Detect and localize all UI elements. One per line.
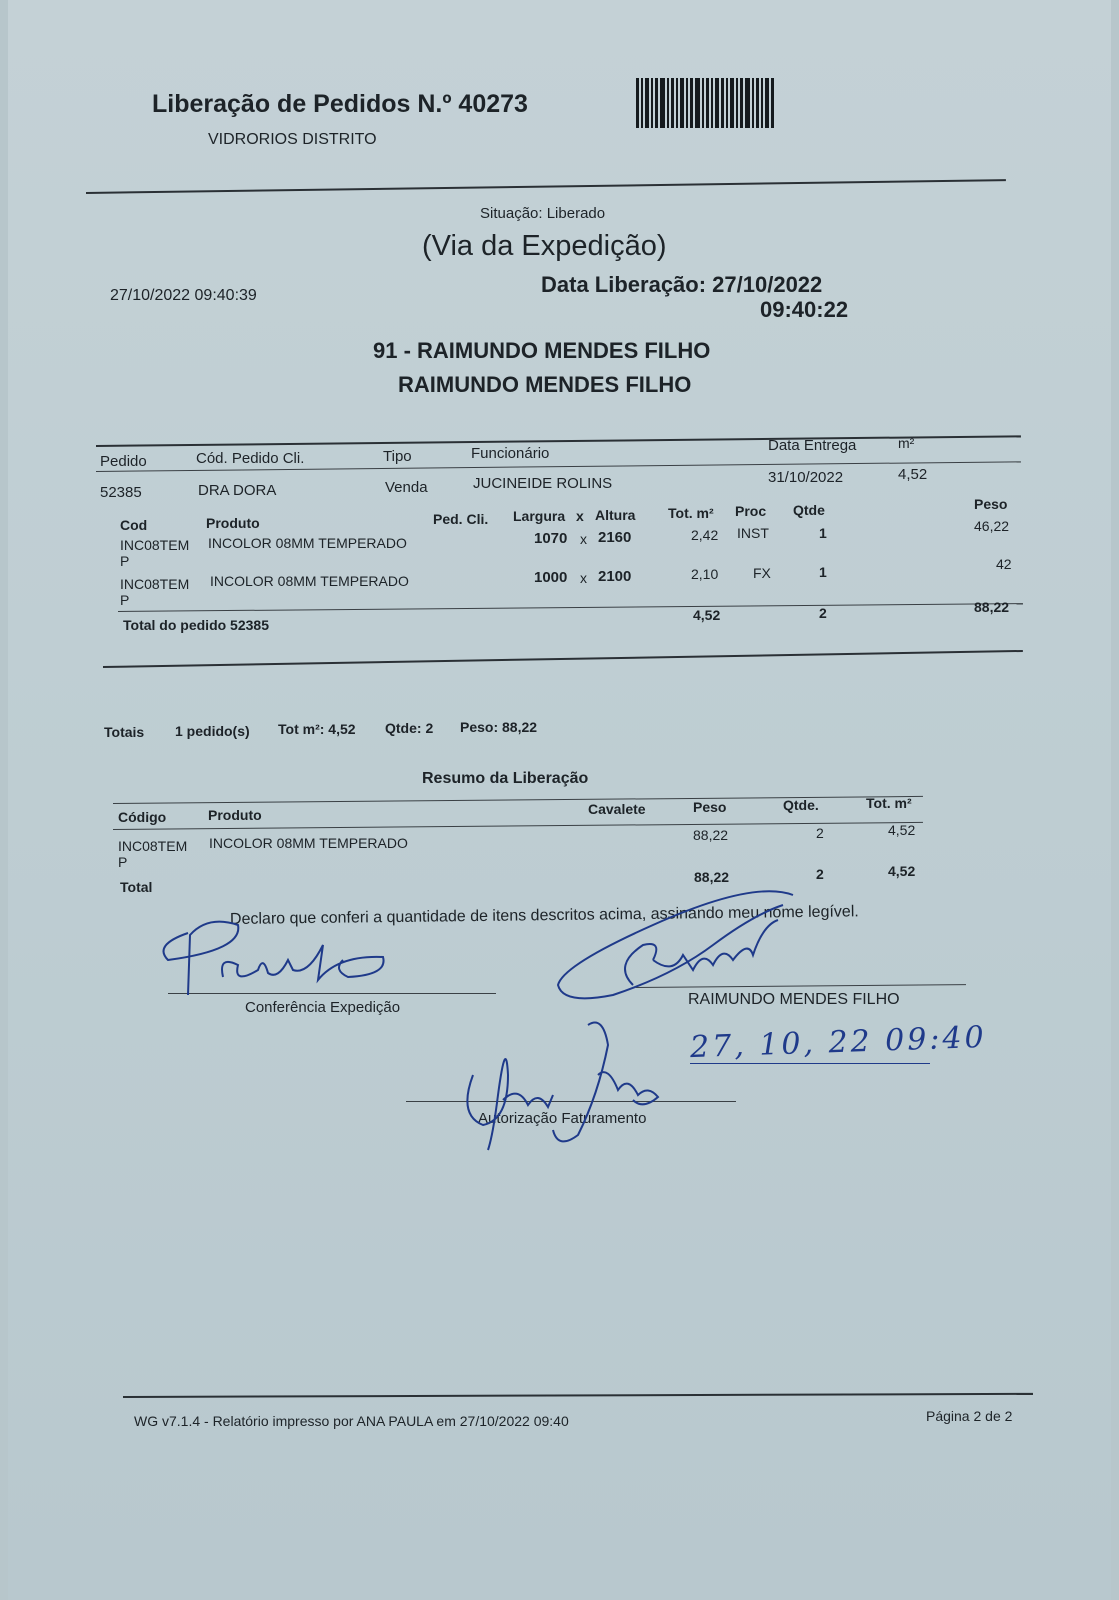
order-total-qtde: 2: [819, 605, 827, 621]
item-row-2-cod: INC08TEM: [120, 576, 190, 592]
footer-divider: [123, 1393, 1033, 1398]
order-delivery-date: 31/10/2022: [768, 469, 844, 486]
item-row-1-qtde: 1: [819, 525, 827, 541]
col-funcionario: Funcionário: [471, 445, 550, 462]
order-client-code: DRA DORA: [198, 482, 277, 499]
item-row-1-produto: INCOLOR 08MM TEMPERADO: [208, 535, 407, 551]
summary-col-codigo: Código: [118, 809, 167, 825]
summary-row-tot-m2: 4,52: [888, 822, 916, 838]
item-row-1-largura: 1070: [534, 530, 568, 547]
copy-label: (Via da Expedição): [422, 230, 667, 262]
document-sheet: [8, 0, 1111, 1600]
item-row-1-peso: 46,22: [974, 518, 1010, 534]
barcode: [636, 78, 794, 128]
summary-total-peso: 88,22: [694, 869, 730, 885]
item-row-1-x: x: [580, 531, 587, 547]
document-title: Liberação de Pedidos N.º 40273: [152, 90, 528, 118]
items-col-produto: Produto: [206, 515, 260, 531]
summary-col-cavalete: Cavalete: [588, 801, 646, 817]
release-date: Data Liberação: 27/10/2022: [541, 272, 823, 297]
summary-row-codigo: INC08TEM: [118, 838, 188, 854]
summary-title: Resumo da Liberação: [422, 770, 589, 787]
order-m2: 4,52: [898, 466, 928, 483]
col-pedido: Pedido: [100, 453, 147, 470]
order-total-peso: 88,22: [974, 599, 1010, 615]
client-signature-label: RAIMUNDO MENDES FILHO: [688, 991, 900, 1008]
handwritten-date: 27, 10, 22 09:40: [689, 1019, 988, 1066]
summary-row-codigo-suffix: P: [118, 854, 128, 870]
conferencia-label: Conferência Expedição: [245, 999, 401, 1016]
items-col-tot-m2: Tot. m²: [668, 505, 714, 521]
totals-tot-m2: Tot m²: 4,52: [278, 721, 356, 737]
col-data-entrega: Data Entrega: [768, 437, 857, 454]
printed-datetime: 27/10/2022 09:40:39: [110, 287, 257, 304]
totals-label: Totais: [104, 724, 145, 740]
signature-autorizacao: [458, 1015, 668, 1155]
summary-col-produto: Produto: [208, 807, 262, 823]
footer-page-number: Página 2 de 2: [926, 1408, 1013, 1424]
items-col-ped-cli: Ped. Cli.: [433, 511, 489, 527]
handwritten-date-underline: [690, 1063, 930, 1064]
items-col-x: x: [576, 508, 584, 524]
footer-printed-by: WG v7.1.4 - Relatório impresso por ANA PAULA em 27/10/2022 09:40: [134, 1413, 569, 1429]
order-top-divider: [96, 435, 1021, 447]
item-row-2-qtde: 1: [819, 564, 827, 580]
col-m2: m²: [898, 435, 915, 451]
item-row-2-proc: FX: [753, 565, 771, 581]
item-row-2-altura: 2100: [598, 568, 632, 585]
item-row-2-x: x: [580, 570, 587, 586]
client-code-name: 91 - RAIMUNDO MENDES FILHO: [373, 338, 711, 363]
summary-col-peso: Peso: [693, 799, 727, 815]
order-bottom-divider: [103, 650, 1023, 668]
totals-pedidos: 1 pedido(s): [175, 723, 250, 739]
autorizacao-label: Autorização Faturamento: [478, 1110, 647, 1127]
items-col-largura: Largura: [513, 508, 566, 524]
item-row-2-produto: INCOLOR 08MM TEMPERADO: [210, 573, 409, 589]
item-row-1-cod: INC08TEM: [120, 537, 190, 553]
order-employee: JUCINEIDE ROLINS: [473, 475, 613, 492]
status-text: Situação: Liberado: [480, 205, 606, 222]
order-type: Venda: [385, 479, 428, 496]
item-row-1-altura: 2160: [598, 529, 632, 546]
summary-header-divider: [113, 822, 923, 830]
item-row-1-proc: INST: [737, 525, 769, 541]
totals-peso: Peso: 88,22: [460, 719, 538, 735]
company-name: VIDRORIOS DISTRITO: [208, 131, 377, 148]
items-col-qtde: Qtde: [793, 502, 825, 518]
summary-row-peso: 88,22: [693, 827, 729, 843]
items-col-proc: Proc: [735, 503, 767, 519]
order-total-m2: 4,52: [693, 607, 721, 623]
client-name: RAIMUNDO MENDES FILHO: [398, 372, 692, 397]
item-row-2-largura: 1000: [534, 569, 568, 586]
col-tipo: Tipo: [383, 448, 412, 465]
summary-total-qtde: 2: [816, 866, 824, 882]
col-cod-pedido-cli: Cód. Pedido Cli.: [196, 450, 305, 467]
items-col-cod: Cod: [120, 517, 148, 533]
summary-col-qtde: Qtde.: [783, 797, 819, 813]
item-row-2-tot-m2: 2,10: [691, 566, 719, 582]
totals-qtde: Qtde: 2: [385, 720, 434, 736]
conferencia-signature-line: [168, 993, 496, 994]
summary-row-qtde: 2: [816, 825, 824, 841]
order-total-label: Total do pedido 52385: [123, 617, 269, 633]
summary-row-produto: INCOLOR 08MM TEMPERADO: [209, 835, 408, 851]
item-row-1-tot-m2: 2,42: [691, 527, 719, 543]
summary-total-label: Total: [120, 879, 153, 895]
client-signature-line: [636, 984, 966, 988]
summary-total-m2: 4,52: [888, 863, 916, 879]
header-divider: [86, 179, 1006, 194]
items-col-altura: Altura: [595, 507, 636, 523]
items-total-divider: [118, 603, 1023, 612]
autorizacao-signature-line: [406, 1101, 736, 1102]
declaration-text: Declaro que conferi a quantidade de itens descritos acima, assinando meu nome legível.: [229, 903, 859, 928]
summary-col-tot-m2: Tot. m²: [866, 795, 912, 811]
signature-conferencia: [148, 915, 418, 1005]
item-row-2-cod-suffix: P: [120, 592, 130, 608]
release-time: 09:40:22: [760, 297, 849, 322]
items-col-peso: Peso: [974, 496, 1008, 512]
item-row-1-cod-suffix: P: [120, 553, 130, 569]
order-number: 52385: [100, 484, 142, 501]
item-row-2-peso: 42: [996, 556, 1012, 572]
